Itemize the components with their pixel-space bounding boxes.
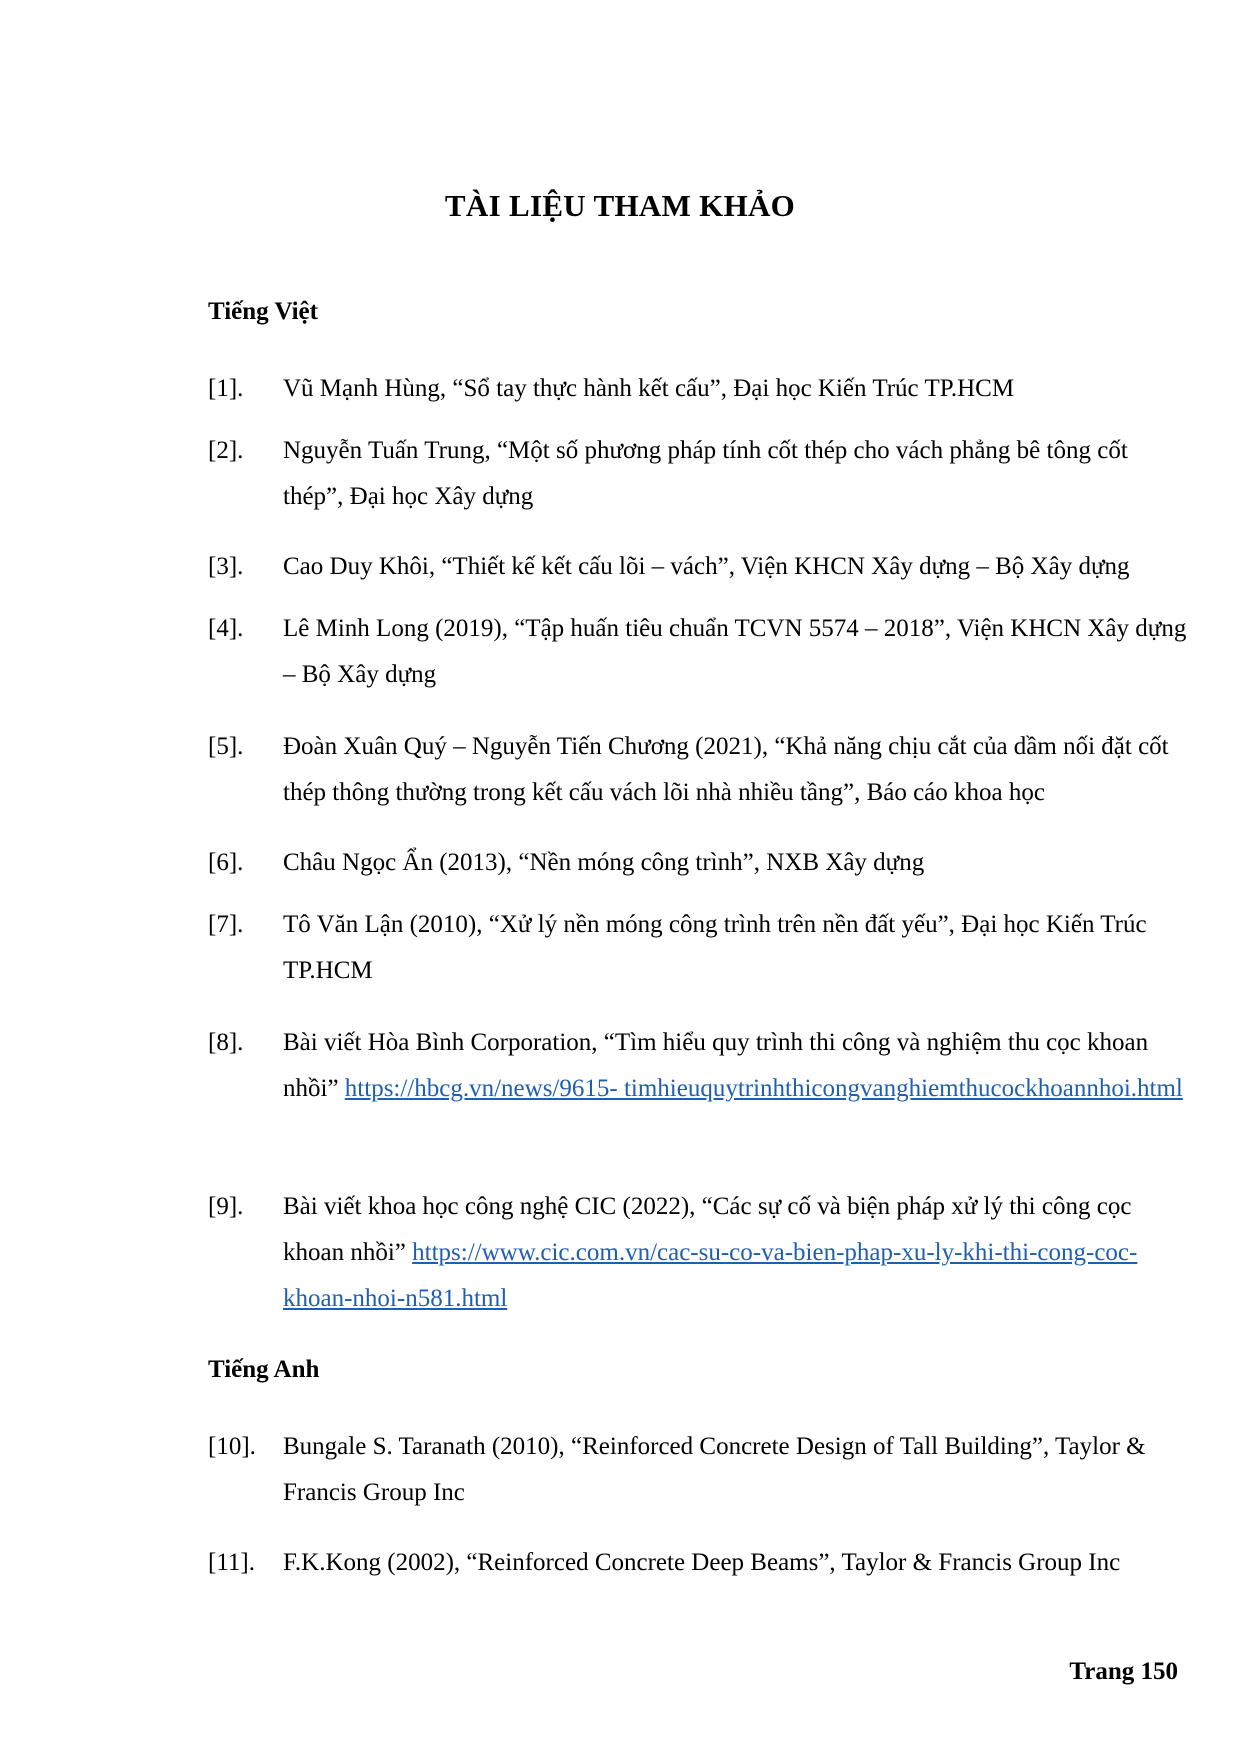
reference-item: [208, 1184, 1193, 1322]
reference-item: [208, 902, 1193, 994]
reference-item: [208, 544, 1193, 590]
reference-number: [8].: [208, 1029, 244, 1056]
reference-text: Bungale S. Taranath (2010), “Reinforced Concrete Design of Tall Building”, Taylor & Francis Group Inc: [283, 1433, 1146, 1506]
reference-number: [10].: [208, 1433, 256, 1460]
reference-item: [208, 606, 1193, 698]
page-title: TÀI LIỆU THAM KHẢO: [444, 188, 796, 223]
reference-number: [6].: [208, 849, 244, 876]
reference-description: Bài viết Hòa Bình Corporation, “Tìm hiểu quy trình thi công và nghiệm thu cọc khoan nhồi”: [283, 1029, 1149, 1102]
reference-number: [3].: [208, 553, 244, 580]
reference-item: [208, 1424, 1193, 1516]
reference-text: Nguyễn Tuấn Trung, “Một số phương pháp tính cốt thép cho vách phẳng bê tông cốt thép”, Đại học Xây dựng: [283, 437, 1128, 510]
reference-text: Châu Ngọc Ẩn (2013), “Nền móng công trình”, NXB Xây dựng: [283, 849, 925, 876]
reference-item: [208, 724, 1193, 816]
reference-item: [208, 840, 1193, 886]
reference-text: Cao Duy Khôi, “Thiết kế kết cấu lõi – vách”, Viện KHCN Xây dựng – Bộ Xây dựng: [283, 553, 1130, 580]
reference-link[interactable]: https://www.cic.com.vn/cac-su-co-va-bien-phap-xu-ly-khi-thi-cong-coc-khoan-nhoi-n581.html: [283, 1239, 1138, 1312]
reference-text: F.K.Kong (2002), “Reinforced Concrete Deep Beams”, Taylor & Francis Group Inc: [283, 1549, 1121, 1576]
reference-number: [4].: [208, 615, 244, 642]
section-heading-vietnamese: Tiếng Việt: [208, 298, 318, 325]
reference-description: Bài viết khoa học công nghệ CIC (2022), “Các sự cố và biện pháp xử lý thi công cọc khoan nhồi”: [283, 1193, 1132, 1266]
page-number: Trang 150: [1069, 1658, 1178, 1685]
reference-text: [283, 1020, 1193, 1112]
reference-item: [208, 1020, 1193, 1112]
reference-item: [208, 366, 1193, 412]
section-heading-english: Tiếng Anh: [208, 1356, 320, 1383]
reference-link[interactable]: https://hbcg.vn/news/9615- timhieuquytrinhthicongvanghiemthucockhoannhoi.html: [344, 1075, 1183, 1102]
reference-item: [208, 428, 1193, 520]
reference-item: [208, 1540, 1193, 1586]
reference-number: [9].: [208, 1193, 244, 1220]
reference-number: [7].: [208, 911, 244, 938]
reference-text: Đoàn Xuân Quý – Nguyễn Tiến Chương (2021), “Khả năng chịu cắt của dầm nối đặt cốt thép thông thường trong kết cấu vách lõi nhà nhiều tầng”, Báo cáo khoa học: [283, 733, 1169, 806]
reference-text: Vũ Mạnh Hùng, “Sổ tay thực hành kết cấu”, Đại học Kiến Trúc TP.HCM: [283, 375, 1015, 402]
reference-text: Lê Minh Long (2019), “Tập huấn tiêu chuẩn TCVN 5574 – 2018”, Viện KHCN Xây dựng – Bộ Xây dựng: [283, 615, 1187, 688]
reference-number: [11].: [208, 1549, 255, 1576]
reference-text: Tô Văn Lận (2010), “Xử lý nền móng công trình trên nền đất yếu”, Đại học Kiến Trúc TP.HCM: [283, 911, 1147, 984]
reference-number: [5].: [208, 733, 244, 760]
reference-number: [2].: [208, 437, 244, 464]
reference-number: [1].: [208, 375, 244, 402]
reference-text: [283, 1184, 1193, 1322]
